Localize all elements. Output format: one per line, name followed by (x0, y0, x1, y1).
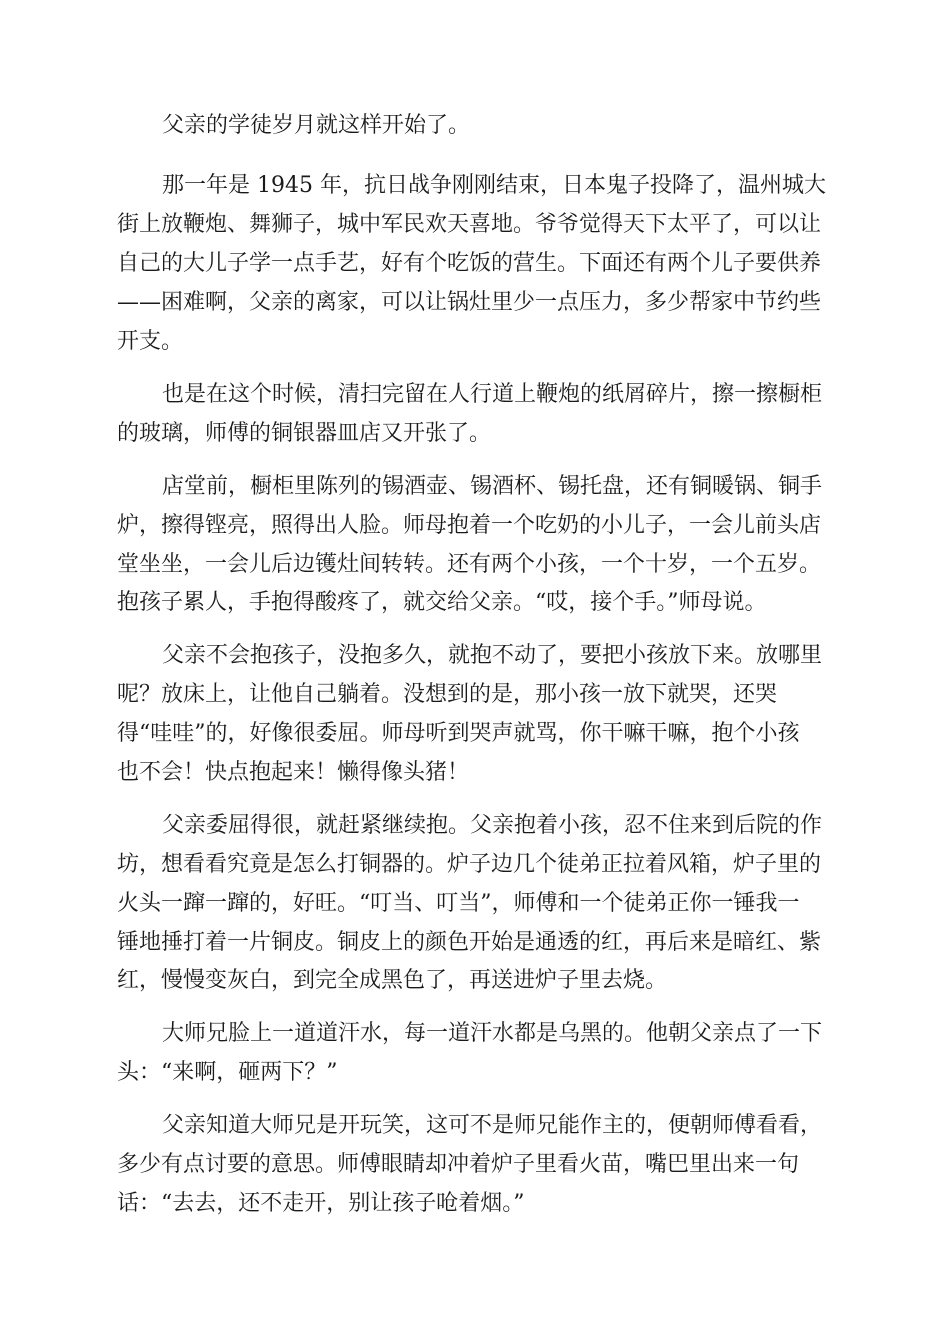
paragraph-2-line-5: 开支。 (117, 329, 184, 354)
paragraph-4-line-2: 炉，擦得铿亮，照得出人脸。师母抱着一个吃奶的小儿子，一会儿前头店 (117, 513, 822, 538)
paragraph-8-line-2: 多少有点讨要的意思。师傅眼睛却冲着炉子里看火苗，嘴巴里出来一句 (117, 1152, 800, 1177)
paragraph-3-line-1: 也是在这个时候，清扫完留在人行道上鞭炮的纸屑碎片，擦一擦橱柜 (162, 382, 823, 407)
paragraph-5-line-1: 父亲不会抱孩子，没抱多久，就抱不动了，要把小孩放下来。放哪里 (162, 643, 823, 668)
paragraph-2-line-3: 自己的大儿子学一点手艺，好有个吃饭的营生。下面还有两个儿子要供养 (117, 251, 822, 276)
paragraph-5-line-4: 也不会！快点抱起来！懒得像头猪！ (117, 760, 470, 785)
paragraph-8-line-1: 父亲知道大师兄是开玩笑，这可不是师兄能作主的，便朝师傅看看， (162, 1113, 823, 1138)
paragraph-6-line-5: 红，慢慢变灰白，到完全成黑色了，再送进炉子里去烧。 (117, 968, 668, 993)
paragraph-2-line-2: 街上放鞭炮、舞狮子，城中军民欢天喜地。爷爷觉得天下太平了，可以让 (117, 212, 822, 237)
paragraph-7-line-2: 头：“来啊，砸两下？” (117, 1060, 338, 1085)
paragraph-2-line-1: 那一年是 1945 年，抗日战争刚刚结束，日本鬼子投降了，温州城大 (162, 173, 826, 198)
paragraph-5-line-2: 呢？放床上，让他自己躺着。没想到的是，那小孩一放下就哭，还哭 (117, 682, 778, 707)
paragraph-6-line-3: 火头一蹿一蹿的，好旺。“叮当、叮当”，师傅和一个徒弟正你一锤我一 (117, 891, 800, 916)
paragraph-8-line-3: 话：“去去，还不走开，别让孩子呛着烟。” (117, 1191, 525, 1216)
paragraph-7-line-1: 大师兄脸上一道道汗水，每一道汗水都是乌黑的。他朝父亲点了一下 (162, 1021, 823, 1046)
paragraph-4-line-4: 抱孩子累人，手抱得酸疼了，就交给父亲。“哎，接个手。”师母说。 (117, 590, 767, 615)
paragraph-1-line-1: 父亲的学徒岁月就这样开始了。 (162, 113, 471, 138)
paragraph-6-line-4: 锤地捶打着一片铜皮。铜皮上的颜色开始是通透的红，再后来是暗红、紫 (117, 930, 822, 955)
paragraph-2-line-4: ——困难啊，父亲的离家，可以让锅灶里少一点压力，多少帮家中节约些 (117, 290, 822, 315)
paragraph-4-line-1: 店堂前，橱柜里陈列的锡酒壶、锡酒杯、锡托盘，还有铜暖锅、铜手 (162, 474, 823, 499)
paragraph-4-line-3: 堂坐坐，一会儿后边镬灶间转转。还有两个小孩，一个十岁，一个五岁。 (117, 552, 822, 577)
paragraph-6-line-2: 坊，想看看究竟是怎么打铜器的。炉子边几个徒弟正拉着风箱，炉子里的 (117, 852, 822, 877)
paragraph-6-line-1: 父亲委屈得很，就赶紧继续抱。父亲抱着小孩，忍不住来到后院的作 (162, 813, 823, 838)
paragraph-5-line-3: 得“哇哇”的，好像很委屈。师母听到哭声就骂，你干嘛干嘛，抱个小孩 (117, 721, 800, 746)
paragraph-3-line-2: 的玻璃，师傅的铜银器皿店又开张了。 (117, 421, 492, 446)
